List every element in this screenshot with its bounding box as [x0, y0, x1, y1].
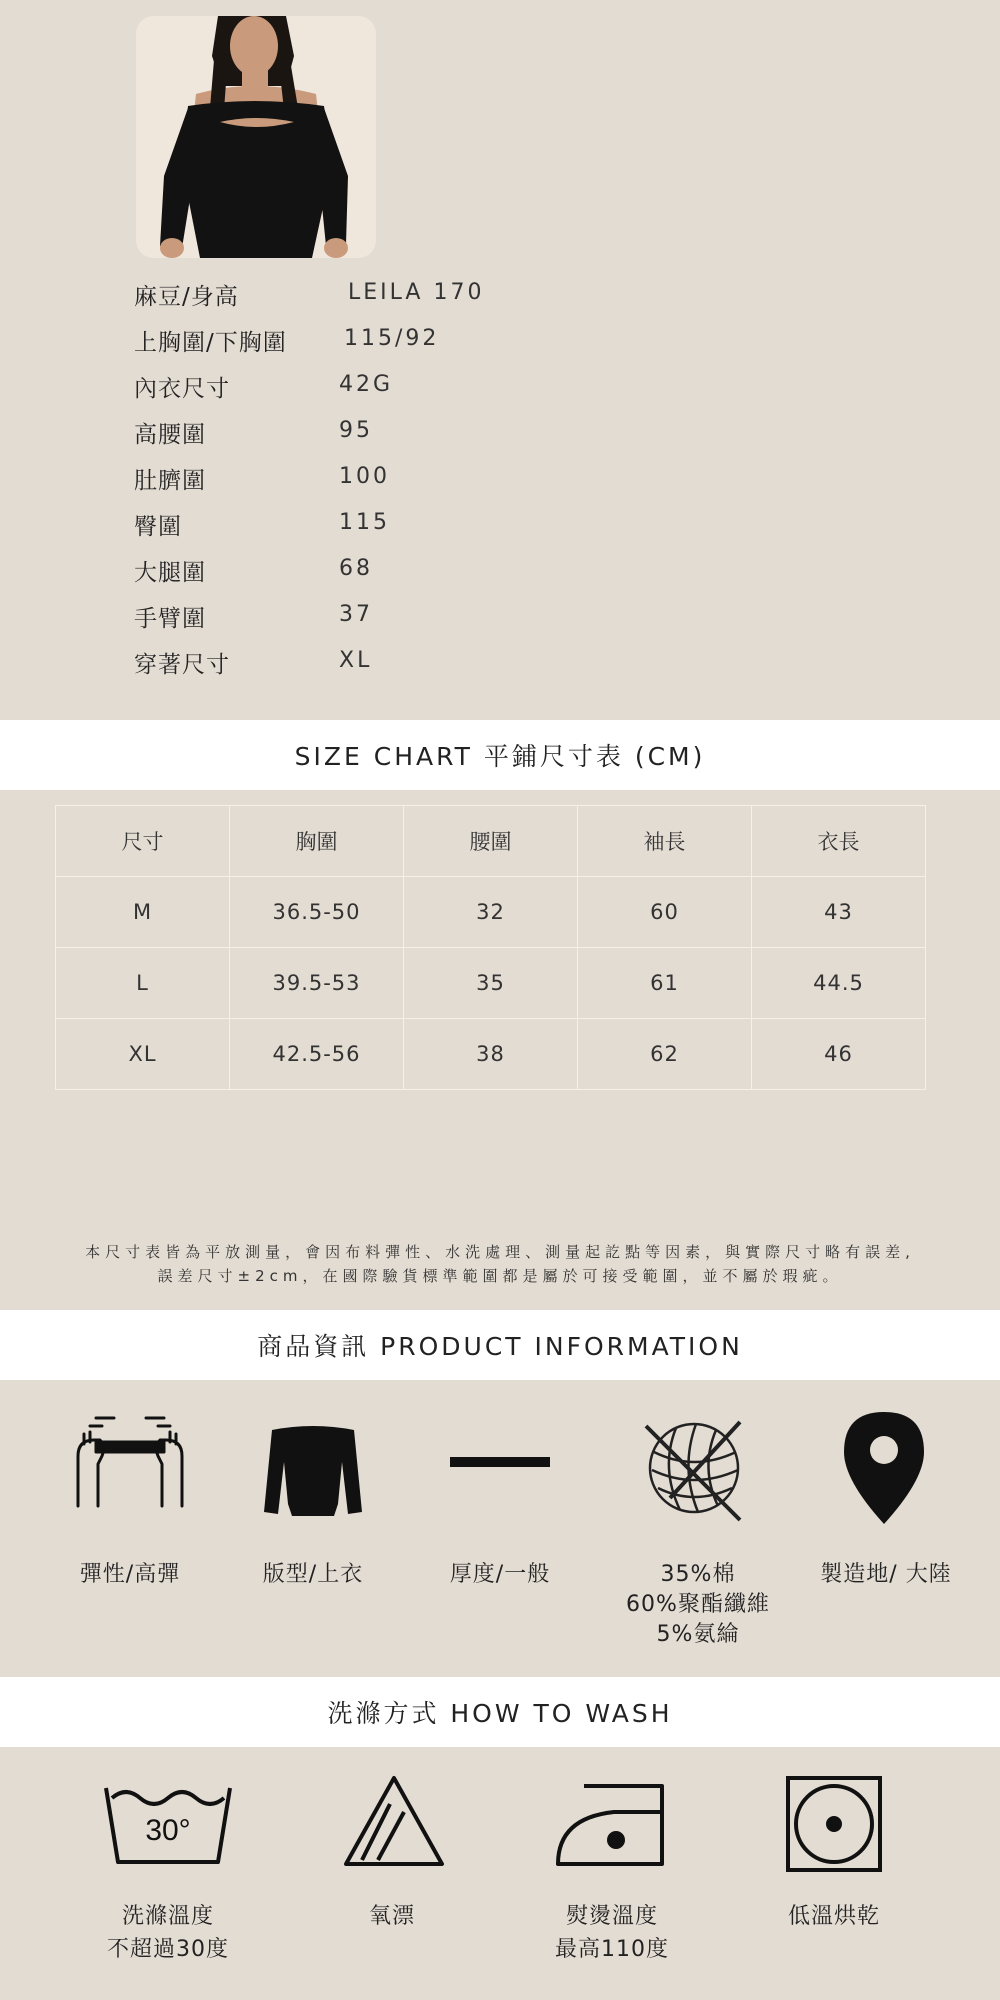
iron-icon — [554, 1782, 666, 1872]
tumble-dry-icon — [786, 1776, 882, 1876]
table-header-cell: 胸圍 — [230, 806, 404, 877]
wash-line: 洗滌溫度 — [121, 1904, 214, 1929]
measure-label: 高腰圍 — [134, 422, 206, 448]
yarn-ball-icon — [640, 1412, 750, 1526]
size-chart-table — [55, 805, 926, 1090]
info-line: 35%棉 — [660, 1562, 736, 1587]
measure-row-arm — [134, 600, 634, 640]
info-line: 製造地/ 大陸 — [820, 1562, 952, 1587]
measure-value: 115 — [339, 510, 390, 535]
table-header-cell: 袖長 — [578, 806, 752, 877]
info-line: 厚度/一般 — [449, 1562, 551, 1587]
measure-label: 穿著尺寸 — [134, 652, 230, 678]
stretch-hands-icon — [68, 1416, 192, 1516]
info-fit — [213, 1560, 413, 1590]
location-pin-icon — [842, 1410, 926, 1530]
table-header-cell: 尺寸 — [56, 806, 230, 877]
disclaimer-line: 誤差尺寸±2cm，在國際驗貨標準範圍都是屬於可接受範圍，並不屬於瑕疵。 — [157, 1267, 843, 1285]
info-origin — [786, 1560, 986, 1590]
measure-row-size — [134, 646, 634, 686]
table-header-cell: 衣長 — [752, 806, 926, 877]
table-cell: L — [56, 948, 230, 1019]
measure-row-navel — [134, 462, 634, 502]
wash-line: 低溫烘乾 — [787, 1904, 880, 1929]
wash-line: 最高110度 — [555, 1937, 669, 1962]
table-row — [56, 1019, 926, 1090]
wash-iron — [512, 1900, 712, 1966]
table-row — [56, 948, 926, 1019]
table-cell: M — [56, 877, 230, 948]
table-cell: 43 — [752, 877, 926, 948]
info-line: 彈性/高彈 — [79, 1562, 181, 1587]
info-line: 60%聚酯纖維 — [626, 1592, 770, 1617]
wash-line: 熨燙溫度 — [565, 1904, 658, 1929]
wash-title: 洗滌方式 HOW TO WASH — [0, 1677, 1000, 1747]
measure-row-hip — [134, 508, 634, 548]
measure-label: 內衣尺寸 — [134, 376, 230, 402]
table-cell: 60 — [578, 877, 752, 948]
measure-value: 37 — [339, 602, 373, 627]
table-cell: 36.5-50 — [230, 877, 404, 948]
measure-value: 115/92 — [344, 326, 440, 351]
info-line: 版型/上衣 — [262, 1562, 364, 1587]
measure-label: 手臂圍 — [134, 606, 206, 632]
measure-row-bra — [134, 370, 634, 410]
thickness-line-icon — [450, 1454, 550, 1473]
table-cell: 62 — [578, 1019, 752, 1090]
info-material — [598, 1560, 798, 1650]
measure-label: 肚臍圍 — [134, 468, 206, 494]
size-disclaimer — [0, 1240, 1000, 1288]
measure-label: 臀圍 — [134, 514, 182, 540]
wash-temp-label: 30° — [145, 1814, 191, 1847]
table-row — [56, 877, 926, 948]
table-cell: 61 — [578, 948, 752, 1019]
table-cell: 44.5 — [752, 948, 926, 1019]
table-cell: 39.5-53 — [230, 948, 404, 1019]
table-cell: 42.5-56 — [230, 1019, 404, 1090]
wash-line: 氧漂 — [368, 1904, 415, 1929]
measure-value: 95 — [339, 418, 373, 443]
wash-line: 不超過30度 — [107, 1937, 229, 1962]
top-garment-icon — [262, 1422, 364, 1526]
measure-value: LEILA 170 — [348, 280, 485, 305]
wash-tub-icon — [104, 1784, 232, 1870]
measure-label: 麻豆/身高 — [134, 284, 239, 310]
wash-bleach — [292, 1900, 492, 1933]
bleach-triangle-icon — [342, 1774, 446, 1872]
measure-value: 100 — [339, 464, 390, 489]
measure-value: XL — [339, 648, 373, 673]
wash-dry — [734, 1900, 934, 1933]
measure-row-thigh — [134, 554, 634, 594]
measure-row-height — [134, 278, 634, 318]
table-cell: 38 — [404, 1019, 578, 1090]
table-header-cell: 腰圍 — [404, 806, 578, 877]
table-cell: 46 — [752, 1019, 926, 1090]
measure-label: 大腿圍 — [134, 560, 206, 586]
table-cell: XL — [56, 1019, 230, 1090]
size-chart-title: SIZE CHART 平鋪尺寸表 (CM) — [0, 720, 1000, 790]
measure-row-bust — [134, 324, 634, 364]
table-header-row — [56, 806, 926, 877]
wash-temp — [68, 1900, 268, 1966]
info-stretch — [30, 1560, 230, 1590]
product-info-title: 商品資訊 PRODUCT INFORMATION — [0, 1310, 1000, 1380]
table-cell: 35 — [404, 948, 578, 1019]
measure-label: 上胸圍/下胸圍 — [134, 330, 287, 356]
measure-row-high-waist — [134, 416, 634, 456]
info-thickness — [400, 1560, 600, 1590]
disclaimer-line: 本尺寸表皆為平放測量，會因布料彈性、水洗處理、測量起訖點等因素，與實際尺寸略有誤差, — [85, 1243, 915, 1261]
info-line: 5%氨綸 — [656, 1622, 740, 1647]
model-photo — [136, 16, 376, 258]
table-cell: 32 — [404, 877, 578, 948]
measure-value: 42G — [339, 372, 394, 397]
measure-value: 68 — [339, 556, 373, 581]
